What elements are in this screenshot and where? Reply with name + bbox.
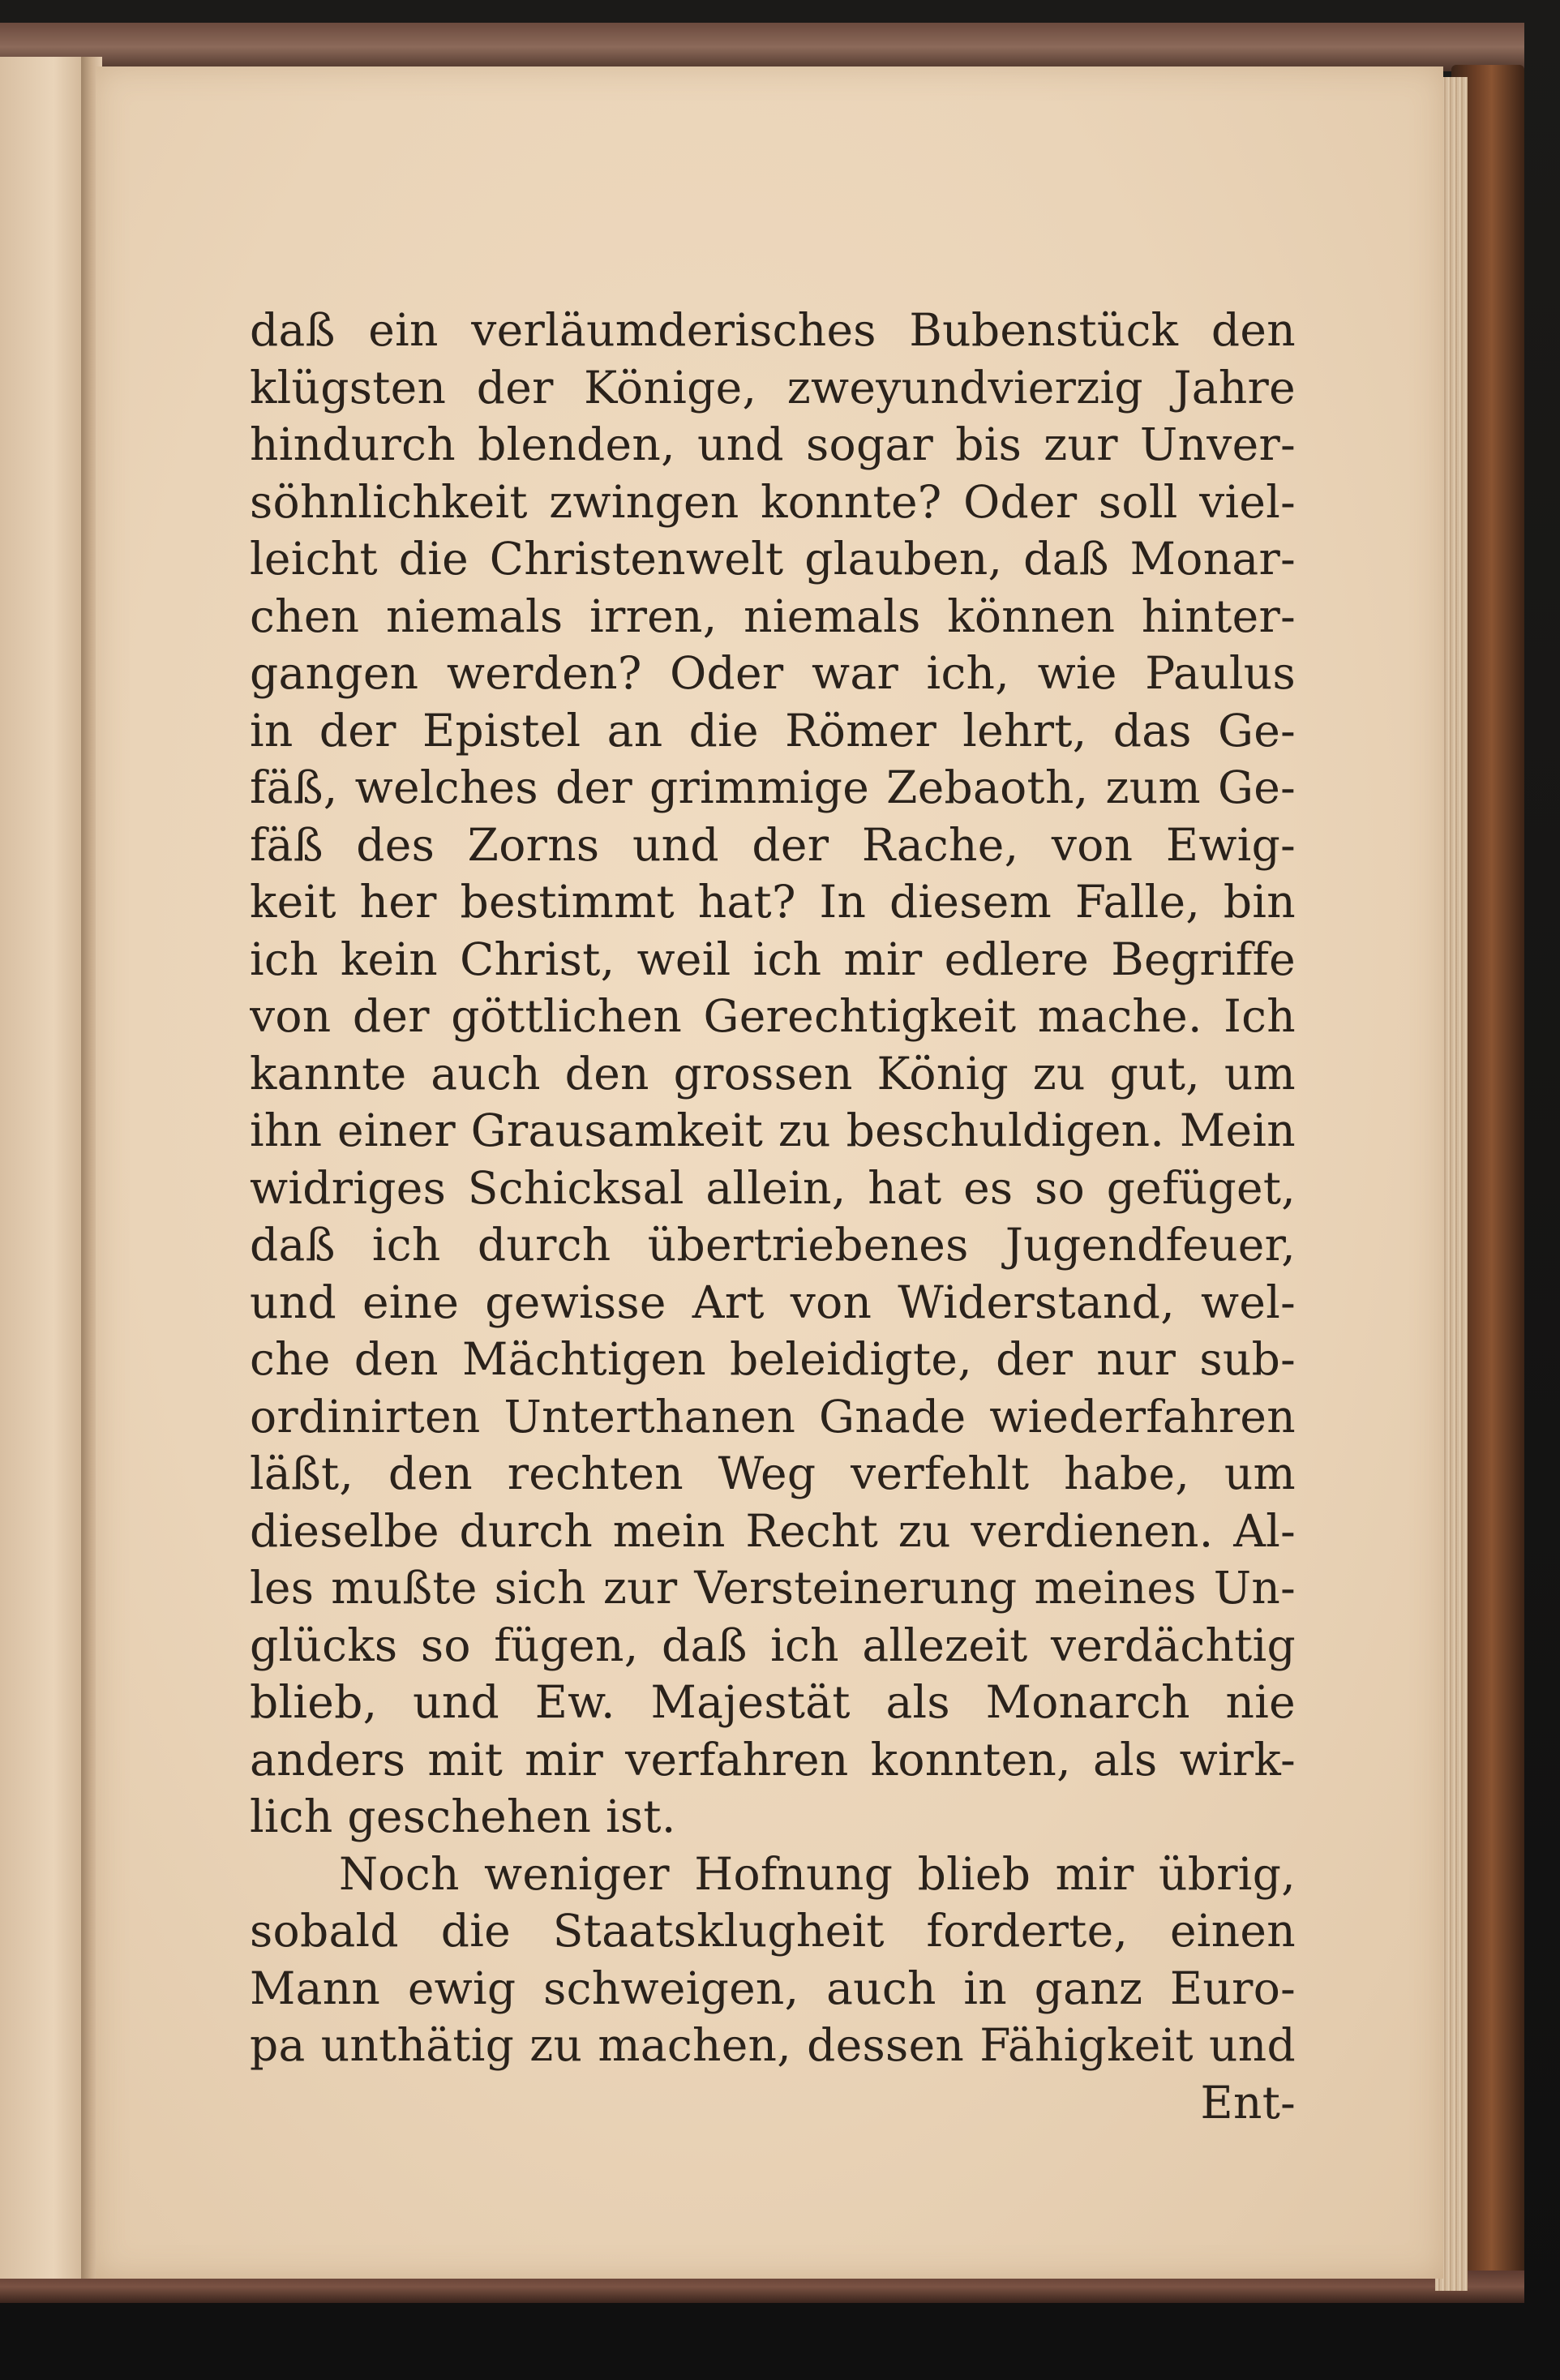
text-line: daß ein verläumderisches Bubenstück den (250, 304, 1296, 356)
text-line: blieb, und Ew. Majestät als Monarch nie (250, 1676, 1296, 1728)
text-line: klügsten der Könige, zweyundvierzig Jahre (250, 361, 1296, 414)
page-text-block (250, 302, 1296, 2131)
text-line: widriges Schicksal allein, hat es so gefüget, (250, 1161, 1296, 1214)
text-line: les mußte sich zur Versteinerung meines Un- (250, 1562, 1296, 1614)
text-line: glücks so fügen, daß ich allezeit verdächtig (250, 1619, 1296, 1671)
text-line: ordinirten Unterthanen Gnade wiederfahren (250, 1390, 1296, 1443)
text-line: gangen werden? Oder war ich, wie Paulus (250, 647, 1296, 699)
text-line: keit her bestimmt hat? In diesem Falle, bin (250, 876, 1296, 928)
text-line: chen niemals irren, niemals können hinter- (250, 590, 1296, 642)
text-line: dieselbe durch mein Recht zu verdienen. Al- (250, 1504, 1296, 1557)
text-line: pa unthätig zu machen, dessen Fähigkeit und (250, 2019, 1296, 2071)
text-line: Mann ewig schweigen, auch in ganz Euro- (250, 1962, 1296, 2014)
text-line: anders mit mir verfahren konnten, als wirk- (250, 1733, 1296, 1786)
text-line: kannte auch den grossen König zu gut, um (250, 1047, 1296, 1100)
text-line: und eine gewisse Art von Widerstand, wel- (250, 1276, 1296, 1328)
text-line: lich geschehen ist. (250, 1790, 676, 1842)
facing-page-edge (0, 57, 89, 2279)
book-page (96, 66, 1443, 2279)
text-line: fäß, welches der grimmige Zebaoth, zum Ge- (250, 761, 1296, 813)
text-line: fäß des Zorns und der Rache, von Ewig- (250, 818, 1296, 871)
text-line-paragraph-start: Noch weniger Hofnung blieb mir übrig, (339, 1847, 1296, 1900)
text-line: leicht die Christenwelt glauben, daß Monar- (250, 533, 1296, 585)
text-line: von der göttlichen Gerechtigkeit mache. Ich (250, 990, 1296, 1042)
text-line: ich kein Christ, weil ich mir edlere Begriffe (250, 933, 1296, 985)
text-line: in der Epistel an die Römer lehrt, das Ge- (250, 704, 1296, 757)
text-line: che den Mächtigen beleidigte, der nur sub- (250, 1333, 1296, 1385)
text-line: läßt, den rechten Weg verfehlt habe, um (250, 1447, 1296, 1499)
book-cover-top-edge (0, 23, 1524, 71)
text-line: daß ich durch übertriebenes Jugendfeuer, (250, 1219, 1296, 1271)
text-line: söhnlichkeit zwingen konnte? Oder soll viel- (250, 475, 1296, 528)
text-line: hindurch blenden, und sogar bis zur Unver- (250, 418, 1296, 470)
text-line: ihn einer Grausamkeit zu beschuldigen. Mein (250, 1104, 1296, 1156)
catchword: Ent- (1200, 2076, 1296, 2129)
text-line: sobald die Staatsklugheit forderte, einen (250, 1905, 1296, 1957)
